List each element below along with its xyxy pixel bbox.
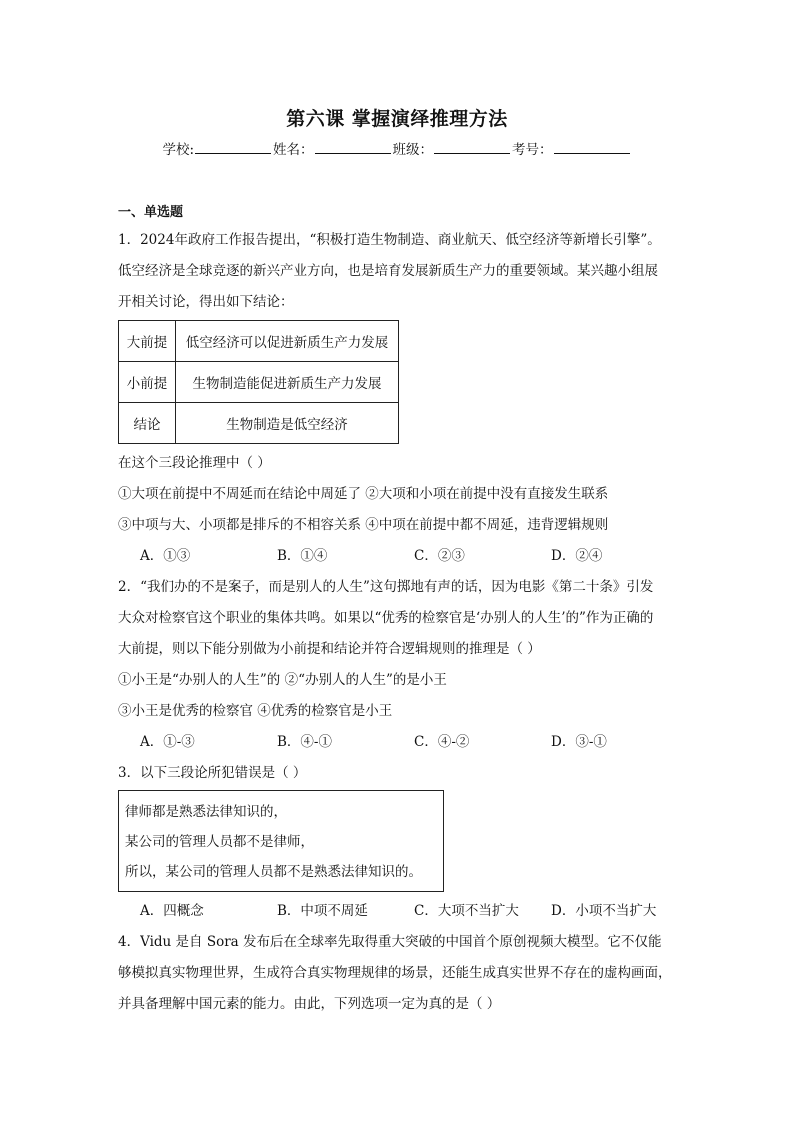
q3-line: 3．以下三段论所犯错误是（ ） [118,765,307,781]
syllogism-line-2: 某公司的管理人员都不是律师， [125,834,314,850]
table-row [119,403,399,444]
name-label: 姓名： [273,142,314,158]
table-cell-key: 大前提 [119,321,176,362]
question-4 [118,927,688,1020]
table-cell-key: 结论 [119,403,176,444]
q1-options [118,541,688,572]
class-field[interactable] [434,140,510,154]
option-c[interactable]: C．②③ [414,548,465,564]
syllogism-box [118,790,444,892]
q1-statement-1: ①大项在前提中不周延而在结论中周延了 ②大项和小项在前提中没有直接发生联系 [118,486,609,502]
q2-statement-2: ③小王是优秀的检察官 ④优秀的检察官是小王 [118,703,393,719]
school-field[interactable] [195,140,271,154]
q4-line-3: 并具备理解中国元素的能力。由此，下列选项一定为真的是（ ） [118,996,501,1012]
option-a[interactable]: A．①-③ [140,734,195,750]
name-field[interactable] [315,140,391,154]
option-a[interactable]: A．四概念 [140,903,204,919]
q2-statement-1: ①小王是“办别人的人生”的 ②“办别人的人生”的是小王 [118,672,447,688]
q4-line-1: 4．Vidu 是自 Sora 发布后在全球率先取得重大突破的中国首个原创视频大模型。它不仅能 [118,934,662,950]
table-cell-key: 小前提 [119,362,176,403]
q1-prompt: 在这个三段论推理中（ ） [118,455,271,471]
section-heading: 一、单选题 [118,205,184,220]
table-cell-value: 生物制造是低空经济 [176,403,399,444]
question-3 [118,758,688,927]
table-row [119,362,399,403]
syllogism-line-3: 所以，某公司的管理人员都不是熟悉法律知识的。 [125,864,422,880]
school-label: 学校: [162,142,195,158]
question-1 [118,225,688,572]
option-b[interactable]: B．①④ [277,548,328,564]
q2-options [118,727,688,758]
table-cell-value: 低空经济可以促进新质生产力发展 [176,321,399,362]
table-cell-value: 生物制造能促进新质生产力发展 [176,362,399,403]
premise-table [118,320,399,444]
q1-line-1: 1．2024年政府工作报告提出，“积极打造生物制造、商业航天、低空经济等新增长引擎”。 [118,232,661,248]
option-a[interactable]: A．①③ [140,548,191,564]
q1-statement-2: ③中项与大、小项都是排斥的不相容关系 ④中项在前提中都不周延，违背逻辑规则 [118,517,609,533]
syllogism-line-1: 律师都是熟悉法律知识的， [125,804,287,820]
q1-line-3: 开相关讨论，得出如下结论： [118,294,294,310]
number-field[interactable] [554,140,630,154]
q2-line-3: 大前提，则以下能分别做为小前提和结论并符合逻辑规则的推理是（ ） [118,641,541,657]
class-label: 班级： [392,142,434,158]
option-d[interactable]: D．小项不当扩大 [551,903,657,919]
table-row [119,321,399,362]
option-c[interactable]: C．大项不当扩大 [414,903,519,919]
q3-options [118,896,688,927]
student-info-line [0,138,794,158]
q2-line-1: 2．“我们办的不是案子，而是别人的人生”这句掷地有声的话，因为电影《第二十条》引发 [118,579,654,595]
question-2 [118,572,688,758]
page-title: 第六课 掌握演绎推理方法 [286,108,508,130]
option-c[interactable]: C．④-② [414,734,470,750]
exam-content [118,198,688,1020]
q2-line-2: 大众对检察官这个职业的集体共鸣。如果以“优秀的检察官是‘办别人的人生’的”作为正确的 [118,610,654,626]
number-label: 考号： [512,142,553,158]
q4-line-2: 够模拟真实物理世界，生成符合真实物理规律的场景，还能生成真实世界不存在的虚构画面， [118,965,672,981]
q1-line-2: 低空经济是全球竞逐的新兴产业方向，也是培育发展新质生产力的重要领域。某兴趣小组展 [118,263,658,279]
option-d[interactable]: D．③-① [551,734,607,750]
option-d[interactable]: D．②④ [551,548,603,564]
option-b[interactable]: B．④-① [277,734,332,750]
option-b[interactable]: B．中项不周延 [277,903,368,919]
